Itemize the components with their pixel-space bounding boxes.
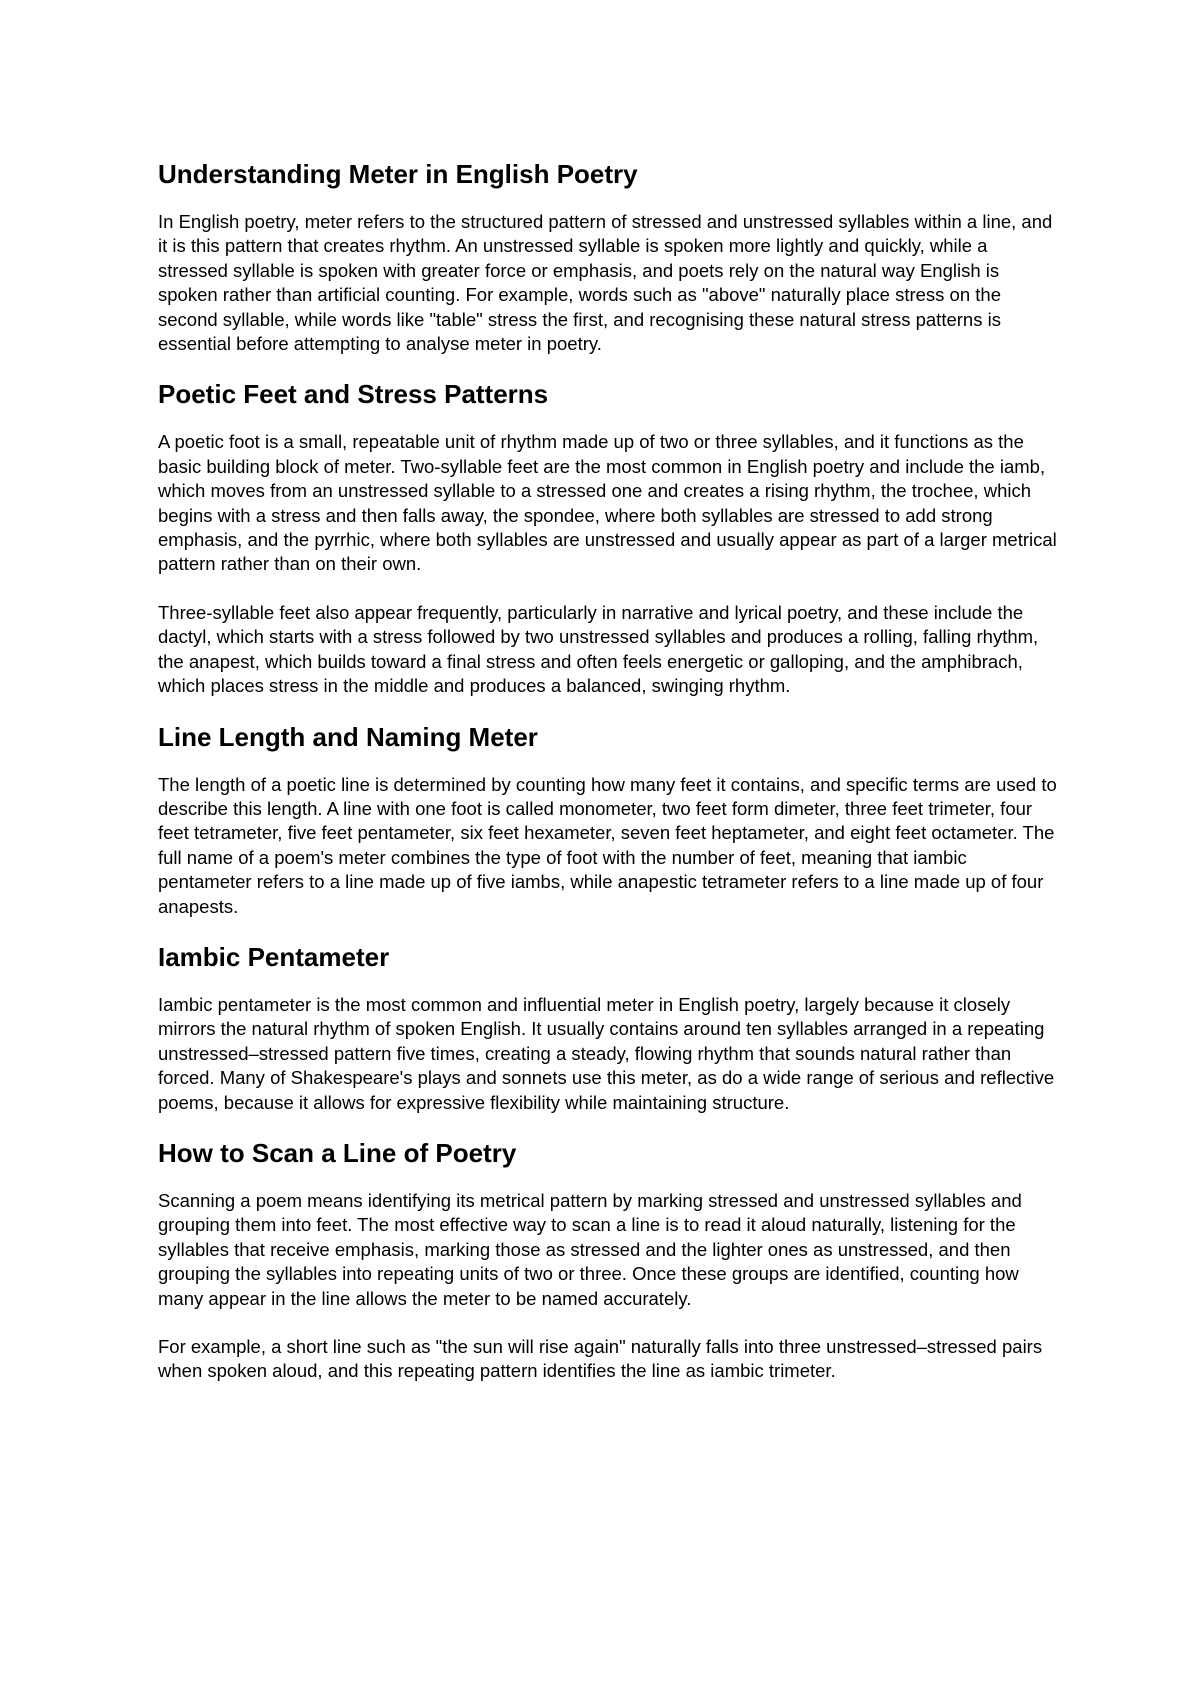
section-line-length xyxy=(158,721,1058,919)
section-paragraph: A poetic foot is a small, repeatable unit of rhythm made up of two or three syllables, and it functions as the basic building block of meter. Two-syllable feet are the most common in English poetry and include the iamb, which moves from an unstressed syllable to a stressed one and creates a rising rhythm, the trochee, which begins with a stress and then falls away, the spondee, where both syllables are stressed to add strong emphasis, and the pyrrhic, where both syllables are unstressed and usually appear as part of a larger metrical pattern rather than on their own. xyxy=(158,431,1057,575)
section-iambic-pentameter xyxy=(158,941,1058,1115)
section-heading: How to Scan a Line of Poetry xyxy=(158,1137,517,1168)
document-body xyxy=(158,158,1058,1384)
section-paragraph: Three-syllable feet also appear frequently, particularly in narrative and lyrical poetry, and these include the dactyl, which starts with a stress followed by two unstressed syllables and produces a rolling, falling rhythm, the anapest, which builds toward a final stress and often feels energetic or galloping, and the amphibrach, which places stress in the middle and produces a balanced, swinging rhythm. xyxy=(158,601,1039,697)
section-paragraph: In English poetry, meter refers to the structured pattern of stressed and unstressed syllables within a line, and it is this pattern that creates rhythm. An unstressed syllable is spoken more lightly and quickly, while a stressed syllable is spoken with greater force or emphasis, and poets rely on the natural way English is spoken rather than artificial counting. For example, words such as "above" naturally place stress on the second syllable, while words like "table" stress the first, and recognising these natural stress patterns is essential before attempting to analyse meter in poetry. xyxy=(158,211,1053,355)
section-heading: Iambic Pentameter xyxy=(158,941,390,972)
section-understanding-meter xyxy=(158,158,1058,356)
section-paragraph: For example, a short line such as "the sun will rise again" naturally falls into three unstressed–stressed pairs when spoken aloud, and this repeating pattern identifies the line as iambic trimeter. xyxy=(158,1336,1043,1382)
section-paragraph: Scanning a poem means identifying its metrical pattern by marking stressed and unstressed syllables and grouping them into feet. The most effective way to scan a line is to read it aloud naturally, listening for the syllables that receive emphasis, marking those as stressed and the lighter ones as unstressed, and then grouping the syllables into repeating units of two or three. Once these groups are identified, counting how many appear in the line allows the meter to be named accurately. xyxy=(158,1189,1022,1309)
section-paragraph: The length of a poetic line is determined by counting how many feet it contains, and specific terms are used to describe this length. A line with one foot is called monometer, two feet form dimeter, three feet trimeter, four feet tetrameter, five feet pentameter, six feet hexameter, seven feet heptameter, and eight feet octameter. The full name of a poem's meter combines the type of foot with the number of feet, meaning that iambic pentameter refers to a line made up of five iambs, while anapestic tetrameter refers to a line made up of four anapests. xyxy=(158,773,1057,917)
section-heading: Understanding Meter in English Poetry xyxy=(158,159,638,189)
section-poetic-feet xyxy=(158,378,1058,698)
section-heading: Line Length and Naming Meter xyxy=(158,721,538,752)
section-heading: Poetic Feet and Stress Patterns xyxy=(158,379,549,410)
section-scan-line xyxy=(158,1137,1058,1384)
section-paragraph: Iambic pentameter is the most common and influential meter in English poetry, largely because it closely mirrors the natural rhythm of spoken English. It usually contains around ten syllables arranged in a repeating unstressed–stressed pattern five times, creating a steady, flowing rhythm that sounds natural rather than forced. Many of Shakespeare's plays and sonnets use this meter, as do a wide range of serious and reflective poems, because it allows for expressive flexibility while maintaining structure. xyxy=(158,993,1055,1113)
